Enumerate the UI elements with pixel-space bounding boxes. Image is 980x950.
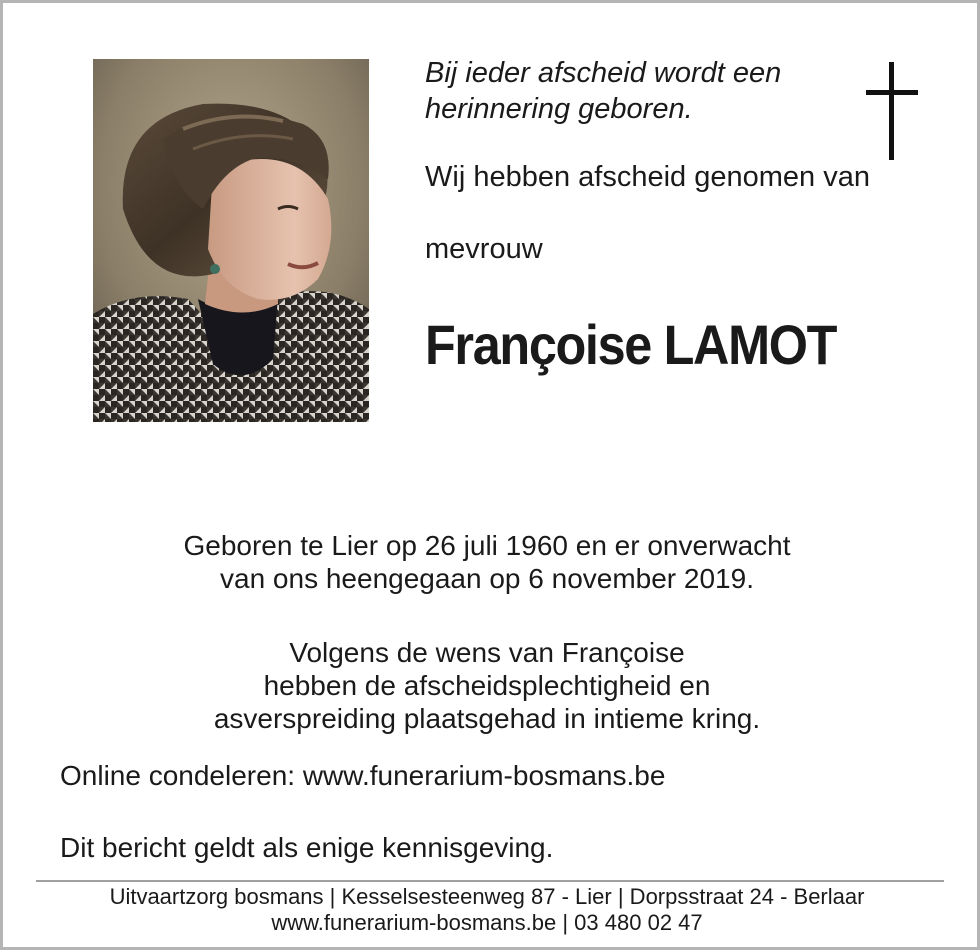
wish-line-1: Volgens de wens van Françoise: [289, 637, 685, 668]
birth-line-2: van ons heengegaan op 6 november 2019.: [220, 563, 754, 594]
portrait-photo: [93, 59, 369, 422]
wish-line-3: asverspreiding plaatsgehad in intieme kring.: [213, 703, 761, 734]
deceased-name: Françoise LAMOT: [425, 313, 837, 376]
footer-line-2: www.funerarium-bosmans.be | 03 480 02 47: [271, 910, 703, 935]
intro-text: Wij hebben afscheid genomen van: [425, 161, 870, 193]
notice-text: Dit bericht geldt als enige kennisgeving.: [60, 832, 554, 863]
footer-divider: [36, 880, 944, 882]
quote-line-1: Bij ieder afscheid wordt een: [425, 57, 782, 89]
cross-icon: [862, 62, 922, 160]
birth-line-1: Geboren te Lier op 26 juli 1960 en er onverwacht: [183, 530, 791, 561]
honorific: mevrouw: [425, 233, 543, 265]
online-condolences: Online condeleren: www.funerarium-bosmans.be: [60, 760, 666, 791]
quote-line-2: herinnering geboren.: [425, 93, 693, 125]
footer-line-1: Uitvaartzorg bosmans | Kesselsesteenweg 87 - Lier | Dorpsstraat 24 - Berlaar: [109, 884, 865, 909]
ceremony-info: [0, 636, 974, 735]
footer: [0, 884, 974, 936]
wish-line-2: hebben de afscheidsplechtigheid en: [263, 670, 711, 701]
quote: [425, 55, 781, 127]
birth-death-info: [0, 529, 974, 595]
